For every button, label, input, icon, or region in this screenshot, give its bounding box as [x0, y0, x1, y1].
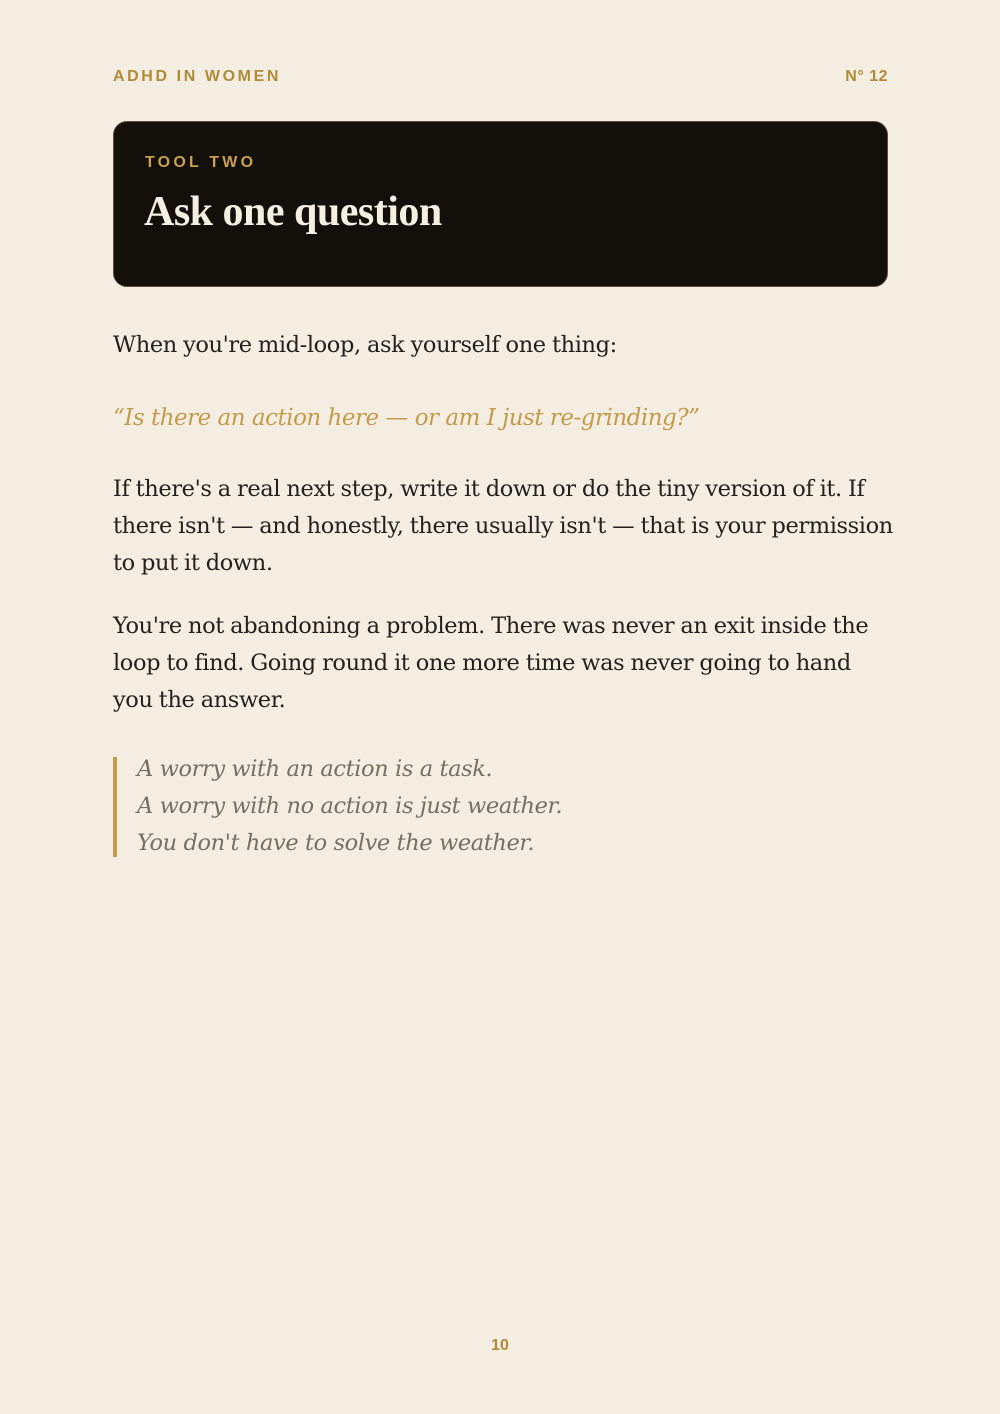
page-header	[113, 68, 888, 92]
body-paragraph: If there's a real next step, write it down or do the tiny version of it. If there isn't — and honestly, there usually isn't — that is your permission to put it down.	[113, 476, 893, 576]
pull-quote	[113, 757, 893, 857]
page-number: 10	[491, 1337, 509, 1354]
intro-paragraph: When you're mid-loop, ask yourself one thing:	[113, 332, 617, 358]
body-paragraph: You're not abandoning a problem. There was never an exit inside the loop to find. Going round it one more time was never going to hand you the answer.	[113, 613, 869, 713]
tool-eyebrow: TOOL TWO	[145, 154, 257, 171]
pull-quote-line: A worry with an action is a task.	[137, 756, 493, 782]
pull-quote-line: A worry with no action is just weather.	[137, 793, 563, 819]
key-question: “Is there an action here — or am I just re-grinding?”	[113, 405, 700, 431]
pull-quote-line: You don't have to solve the weather.	[137, 830, 535, 856]
series-title: ADHD IN WOMEN	[113, 68, 282, 85]
tool-title: Ask one question	[144, 189, 442, 235]
issue-number: N° 12	[845, 68, 888, 85]
tool-card	[113, 121, 888, 287]
body-content	[113, 327, 893, 857]
